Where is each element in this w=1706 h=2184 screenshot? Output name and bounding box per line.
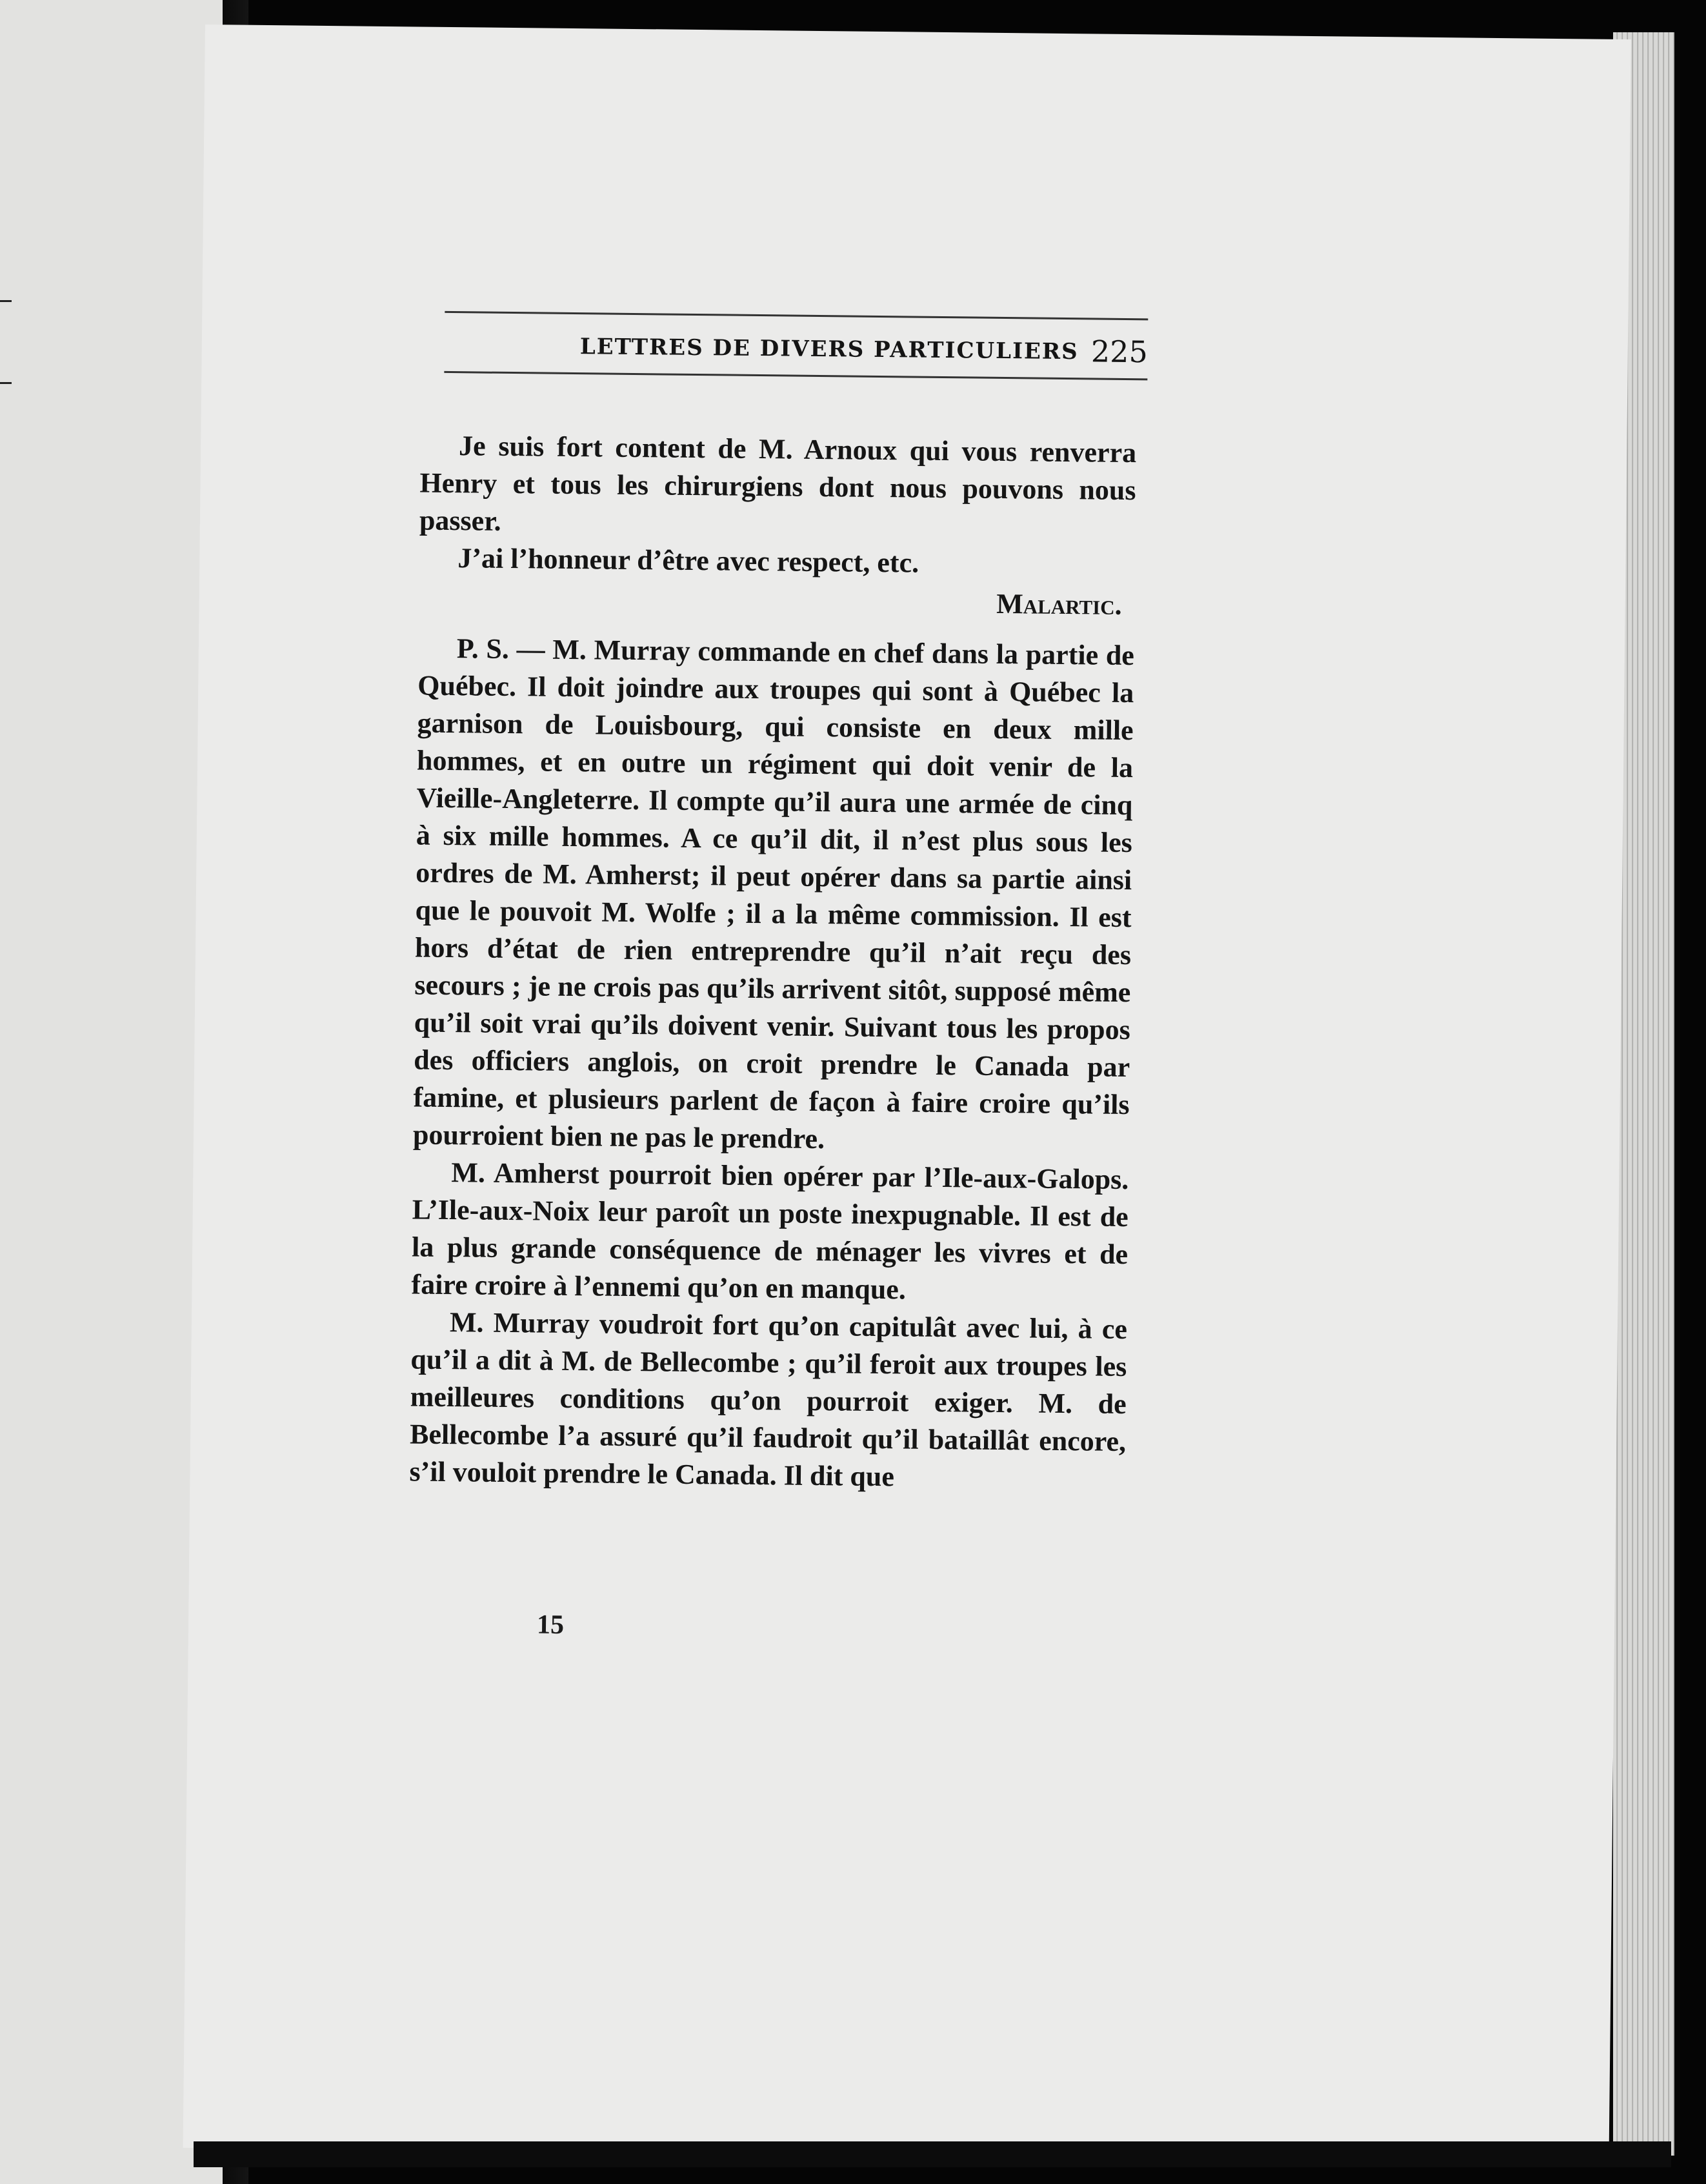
margin-mark bbox=[0, 300, 12, 302]
page-body bbox=[409, 427, 1136, 1499]
margin-mark bbox=[0, 382, 12, 384]
bottom-shadow bbox=[194, 2141, 1671, 2167]
running-title: LETTRES DE DIVERS PARTICULIERS bbox=[579, 334, 1079, 365]
postscript-paragraph: M. Murray voudroit fort qu’on capitulât avec lui, à ce qu’il a dit à M. de Bellecombe ; qu’il feroit aux troupes les meilleures conditions qu’on pourroit exiger. M. de Bellecombe l’a assuré qu’il faudroit qu’il bataillât encore, s’il vouloit prendre le Canada. Il dit que bbox=[409, 1306, 1128, 1493]
page-number: 225 bbox=[1090, 334, 1149, 370]
letter-signature: Malartic. bbox=[996, 587, 1122, 621]
header-row bbox=[444, 313, 1148, 378]
paragraph: Je suis fort content de M. Arnoux qui vous renverra Henry et tous les chirurgiens dont nous pouvons nous passer. bbox=[419, 430, 1137, 537]
page-header bbox=[444, 311, 1148, 380]
signature-mark: 15 bbox=[536, 1610, 565, 1640]
postscript-paragraph: M. Amherst pourroit bien opérer par l’Ile-aux-Galops. L’Ile-aux-Noix leur paroît un poste inexpugnable. Il est de la plus grande conséquence de ménager les vivres et de faire croire à l’ennemi qu’on en manque. bbox=[411, 1157, 1129, 1306]
postscript-paragraph: P. S. — M. Murray commande en chef dans la partie de Québec. Il doit joindre aux troupes qui sont à Québec la garnison de Louisbourg, qui consiste en deux mille hommes, et en outre un régiment qui doit venir de la Vieille-Angleterre. Il compte qu’il aura une armée de cinq à six mille hommes. A ce qu’il dit, il n’est plus sous les ordres de M. Amherst; il peut opérer dans sa partie ainsi que le pouvoit M. Wolfe ; il a la même commission. Il est hors d’état de rien entreprendre qu’il n’ait reçu des secours ; je ne crois pas qu’ils arrivent sitôt, supposé même qu’il soit vrai qu’ils doivent venir. Suivant tous les propos des officiers anglois, on croit prendre le Canada par famine, et plusieurs parlent de façon à faire croire qu’ils pourroient bien ne pas le prendre. bbox=[412, 632, 1135, 1155]
book-page bbox=[183, 25, 1631, 2163]
paragraph: J’ai l’honneur d’être avec respect, etc. bbox=[457, 542, 919, 579]
